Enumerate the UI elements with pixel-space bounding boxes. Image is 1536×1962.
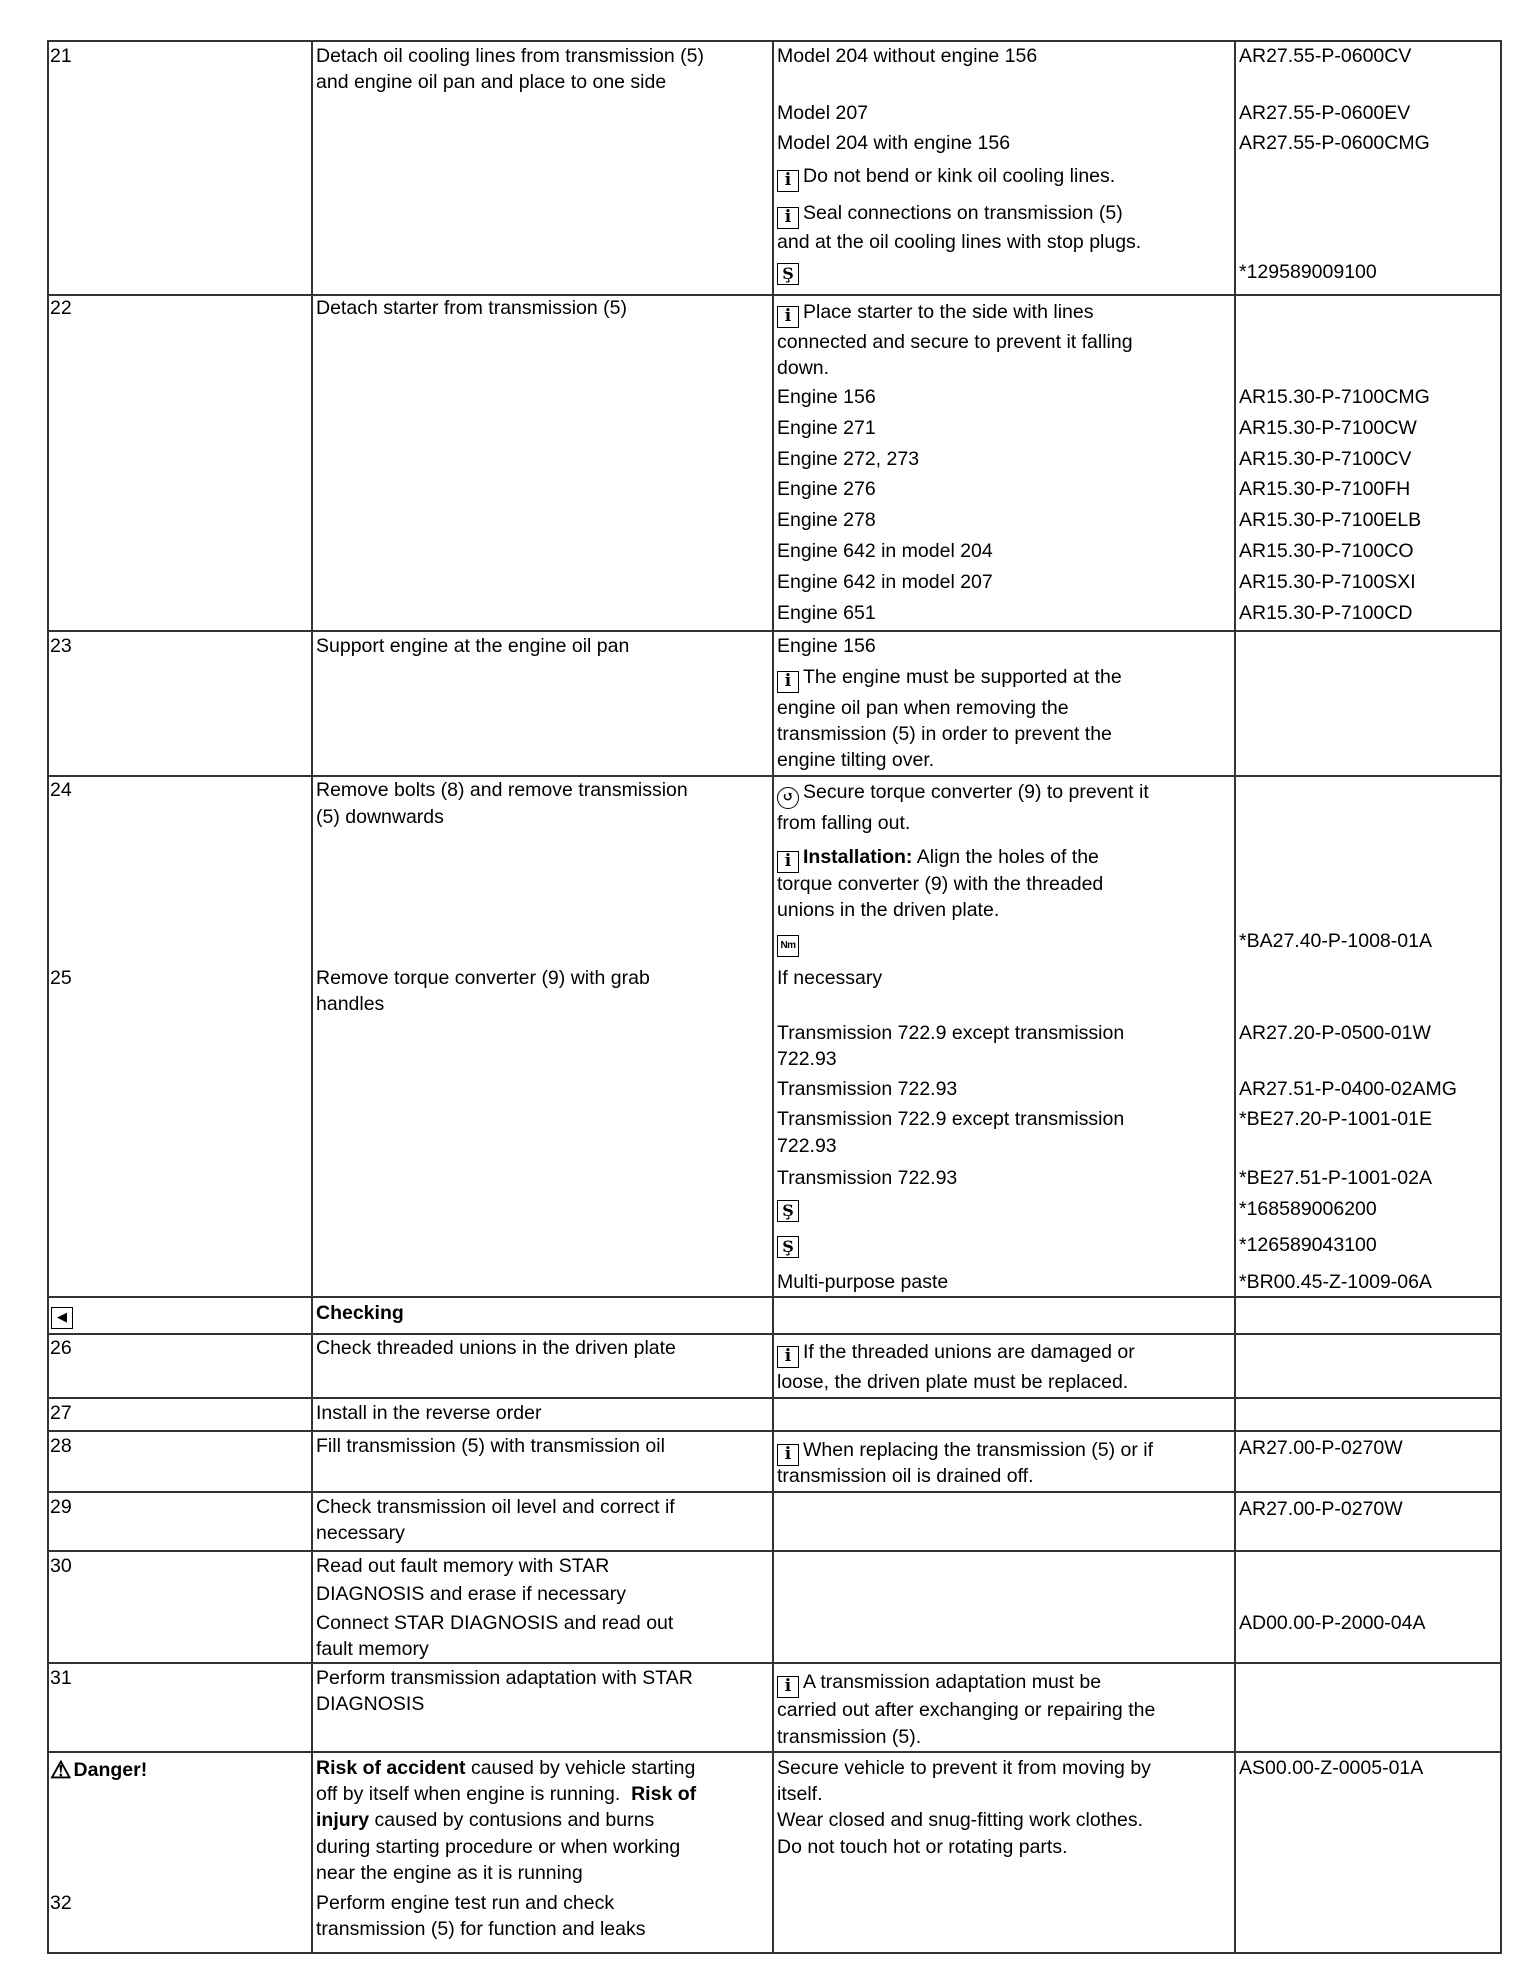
- step-text: Connect STAR DIAGNOSIS and read out: [316, 1612, 674, 1634]
- step-text: handles: [316, 993, 385, 1015]
- reference: *168589006200: [1239, 1198, 1377, 1220]
- note-text: from falling out.: [777, 812, 911, 834]
- step-text: Detach oil cooling lines from transmission (5): [316, 45, 704, 67]
- note-text: unions in the driven plate.: [777, 899, 1000, 921]
- note-text: Engine 156: [777, 386, 876, 408]
- row-divider: [47, 1751, 1502, 1753]
- danger-text: near the engine as it is running: [316, 1862, 583, 1884]
- note-text: and at the oil cooling lines with stop plugs.: [777, 231, 1142, 253]
- step-text: Remove bolts (8) and remove transmission: [316, 779, 688, 801]
- danger-label-text: Danger!: [73, 1759, 148, 1781]
- info-icon: i: [777, 671, 799, 693]
- note-line: [777, 1672, 1101, 1698]
- table-border-bottom: [47, 1952, 1502, 1954]
- step-text: Perform transmission adaptation with STAR: [316, 1667, 693, 1689]
- special-tool-icon: Ş: [777, 1236, 799, 1258]
- step-number: 23: [50, 635, 72, 657]
- note-text: Transmission 722.9 except transmission: [777, 1022, 1125, 1044]
- note-text: carried out after exchanging or repairing the: [777, 1699, 1156, 1721]
- note-text: transmission (5) in order to prevent the: [777, 723, 1112, 745]
- step-text: DIAGNOSIS and erase if necessary: [316, 1583, 626, 1605]
- note-text: Secure vehicle to prevent it from moving by: [777, 1757, 1151, 1779]
- step-number: 24: [50, 779, 72, 801]
- step-text: Fill transmission (5) with transmission oil: [316, 1435, 665, 1457]
- note-text: The engine must be supported at the: [803, 666, 1122, 688]
- reference: AS00.00-Z-0005-01A: [1239, 1757, 1424, 1779]
- note-text: engine oil pan when removing the: [777, 697, 1069, 719]
- step-text: Check transmission oil level and correct if: [316, 1496, 675, 1518]
- reference: AR27.20-P-0500-01W: [1239, 1022, 1431, 1044]
- column-divider-2: [772, 40, 774, 1953]
- step-text: transmission (5) for function and leaks: [316, 1918, 646, 1940]
- info-icon: i: [777, 1444, 799, 1466]
- secure-warning-icon: ↺: [777, 787, 799, 809]
- step-text: (5) downwards: [316, 806, 444, 828]
- risk-of-accident: Risk of accident: [316, 1757, 466, 1779]
- info-icon: i: [777, 1676, 799, 1698]
- reference: *BE27.20-P-1001-01E: [1239, 1108, 1432, 1130]
- note-line: [777, 260, 803, 285]
- reference: AR27.00-P-0270W: [1239, 1498, 1403, 1520]
- note-line: [777, 166, 1115, 192]
- step-text: Detach starter from transmission (5): [316, 297, 628, 319]
- reference: *BA27.40-P-1008-01A: [1239, 930, 1432, 952]
- note-text: Engine 156: [777, 635, 876, 657]
- back-arrow-icon: ◀: [51, 1307, 73, 1329]
- note-text: Engine 272, 273: [777, 448, 920, 470]
- note-text: If necessary: [777, 967, 883, 989]
- reference: AR15.30-P-7100CV: [1239, 448, 1412, 470]
- reference: *BE27.51-P-1001-02A: [1239, 1167, 1432, 1189]
- note-text: Model 204 with engine 156: [777, 132, 1011, 154]
- step-number: 31: [50, 1667, 72, 1689]
- note-text: A transmission adaptation must be: [803, 1671, 1102, 1693]
- step-number: 28: [50, 1435, 72, 1457]
- row-divider: [47, 1430, 1502, 1432]
- step-number: 29: [50, 1496, 72, 1518]
- step-number: 32: [50, 1892, 72, 1914]
- note-text: Secure torque converter (9) to prevent it: [803, 781, 1149, 803]
- info-icon: i: [777, 207, 799, 229]
- reference: AR15.30-P-7100SXI: [1239, 571, 1416, 593]
- note-text: Multi-purpose paste: [777, 1271, 949, 1293]
- note-text: Transmission 722.9 except transmission: [777, 1108, 1125, 1130]
- note-text: Wear closed and snug-fitting work clothes.: [777, 1809, 1143, 1831]
- danger-text-line: [316, 1784, 696, 1805]
- step-number: 21: [50, 45, 72, 67]
- step-text: Remove torque converter (9) with grab: [316, 967, 650, 989]
- step-text: necessary: [316, 1522, 405, 1544]
- note-text: Model 207: [777, 102, 869, 124]
- note-text: Do not bend or kink oil cooling lines.: [803, 165, 1116, 187]
- note-line: [777, 929, 803, 957]
- row-divider: [47, 1333, 1502, 1335]
- note-text: Align the holes of the: [916, 846, 1099, 868]
- note-line: [777, 1342, 1135, 1368]
- torque-nm-icon: Nm: [777, 935, 799, 957]
- note-text: Seal connections on transmission (5): [803, 202, 1123, 224]
- note-line: [777, 1233, 803, 1258]
- step-text: Check threaded unions in the driven plate: [316, 1337, 676, 1359]
- row-divider: [47, 1550, 1502, 1552]
- note-text: Do not touch hot or rotating parts.: [777, 1836, 1068, 1858]
- checking-heading: Checking: [316, 1302, 404, 1324]
- note-text: loose, the driven plate must be replaced.: [777, 1371, 1129, 1393]
- step-number: 30: [50, 1555, 72, 1577]
- row-divider: [47, 630, 1502, 632]
- step-number: 25: [50, 967, 72, 989]
- note-line: [777, 782, 1149, 809]
- note-text: Engine 651: [777, 602, 876, 624]
- note-text: itself.: [777, 1783, 823, 1805]
- note-text: Model 204 without engine 156: [777, 45, 1038, 67]
- info-icon: i: [777, 851, 799, 873]
- danger-label: [50, 1757, 148, 1784]
- reference: AR15.30-P-7100FH: [1239, 478, 1411, 500]
- info-icon: i: [777, 170, 799, 192]
- table-border-right: [1500, 40, 1502, 1953]
- note-line: [777, 847, 1099, 873]
- step-number: 27: [50, 1402, 72, 1424]
- row-divider: [47, 1491, 1502, 1493]
- reference: AR15.30-P-7100CMG: [1239, 386, 1430, 408]
- reference: *126589043100: [1239, 1234, 1377, 1256]
- danger-text: off by itself when engine is running.: [316, 1783, 621, 1805]
- step-text: fault memory: [316, 1638, 429, 1660]
- step-text: and engine oil pan and place to one side: [316, 71, 667, 93]
- installation-label: Installation:: [803, 846, 913, 868]
- note-text: engine tilting over.: [777, 749, 935, 771]
- row-divider: [47, 1397, 1502, 1399]
- note-text: transmission oil is drained off.: [777, 1465, 1034, 1487]
- checking-row-marker: [51, 1302, 77, 1329]
- note-text: connected and secure to prevent it falling: [777, 331, 1133, 353]
- row-divider: [47, 1296, 1502, 1298]
- step-text: Perform engine test run and check: [316, 1892, 615, 1914]
- info-icon: i: [777, 306, 799, 328]
- special-tool-icon: Ş: [777, 1200, 799, 1222]
- row-divider: [47, 1662, 1502, 1664]
- column-divider-3: [1234, 40, 1236, 1953]
- note-text: 722.93: [777, 1135, 837, 1157]
- step-number: 22: [50, 297, 72, 319]
- note-text: When replacing the transmission (5) or if: [803, 1439, 1154, 1461]
- info-icon: i: [777, 1346, 799, 1368]
- column-divider-1: [311, 40, 313, 1953]
- danger-text: caused by vehicle starting: [465, 1757, 696, 1779]
- note-text: Transmission 722.93: [777, 1078, 958, 1100]
- note-text: Place starter to the side with lines: [803, 301, 1094, 323]
- note-line: [777, 302, 1093, 328]
- reference: AR15.30-P-7100ELB: [1239, 509, 1422, 531]
- note-text: Engine 278: [777, 509, 876, 531]
- danger-text-line: [316, 1758, 695, 1779]
- reference: AR27.51-P-0400-02AMG: [1239, 1078, 1457, 1100]
- note-text: torque converter (9) with the threaded: [777, 873, 1104, 895]
- row-divider: [47, 775, 1502, 777]
- reference: AR27.55-P-0600CMG: [1239, 132, 1430, 154]
- risk-of-injury: Risk of: [631, 1783, 697, 1805]
- danger-text: caused by contusions and burns: [369, 1809, 655, 1831]
- note-text: Engine 642 in model 207: [777, 571, 993, 593]
- step-text: Support engine at the engine oil pan: [316, 635, 630, 657]
- note-line: [777, 203, 1123, 229]
- row-divider: [47, 294, 1502, 296]
- reference: AR15.30-P-7100CW: [1239, 417, 1417, 439]
- special-tool-icon: Ş: [777, 263, 799, 285]
- step-text: Read out fault memory with STAR: [316, 1555, 610, 1577]
- table-border-top: [47, 40, 1502, 42]
- note-text: If the threaded unions are damaged or: [803, 1341, 1135, 1363]
- note-text: Engine 642 in model 204: [777, 540, 993, 562]
- table-border-left: [47, 40, 49, 1953]
- step-text: Install in the reverse order: [316, 1402, 542, 1424]
- danger-warning-icon: ⚠: [50, 1757, 72, 1784]
- note-text: down.: [777, 357, 830, 379]
- note-text: transmission (5).: [777, 1726, 922, 1748]
- danger-text: during starting procedure or when working: [316, 1836, 681, 1858]
- note-line: [777, 667, 1122, 693]
- reference: AR15.30-P-7100CD: [1239, 602, 1413, 624]
- reference: *BR00.45-Z-1009-06A: [1239, 1271, 1432, 1293]
- reference: AD00.00-P-2000-04A: [1239, 1612, 1426, 1634]
- note-text: Transmission 722.93: [777, 1167, 958, 1189]
- reference: AR27.00-P-0270W: [1239, 1437, 1403, 1459]
- note-text: 722.93: [777, 1048, 837, 1070]
- injury-label: injury: [316, 1809, 370, 1831]
- reference: AR27.55-P-0600EV: [1239, 102, 1411, 124]
- reference: *129589009100: [1239, 261, 1377, 283]
- danger-text-line: [316, 1810, 654, 1831]
- note-text: Engine 276: [777, 478, 876, 500]
- note-line: [777, 1197, 803, 1222]
- reference: AR15.30-P-7100CO: [1239, 540, 1414, 562]
- reference: AR27.55-P-0600CV: [1239, 45, 1412, 67]
- step-number: 26: [50, 1337, 72, 1359]
- note-text: Engine 271: [777, 417, 876, 439]
- note-line: [777, 1440, 1153, 1466]
- step-text: DIAGNOSIS: [316, 1693, 425, 1715]
